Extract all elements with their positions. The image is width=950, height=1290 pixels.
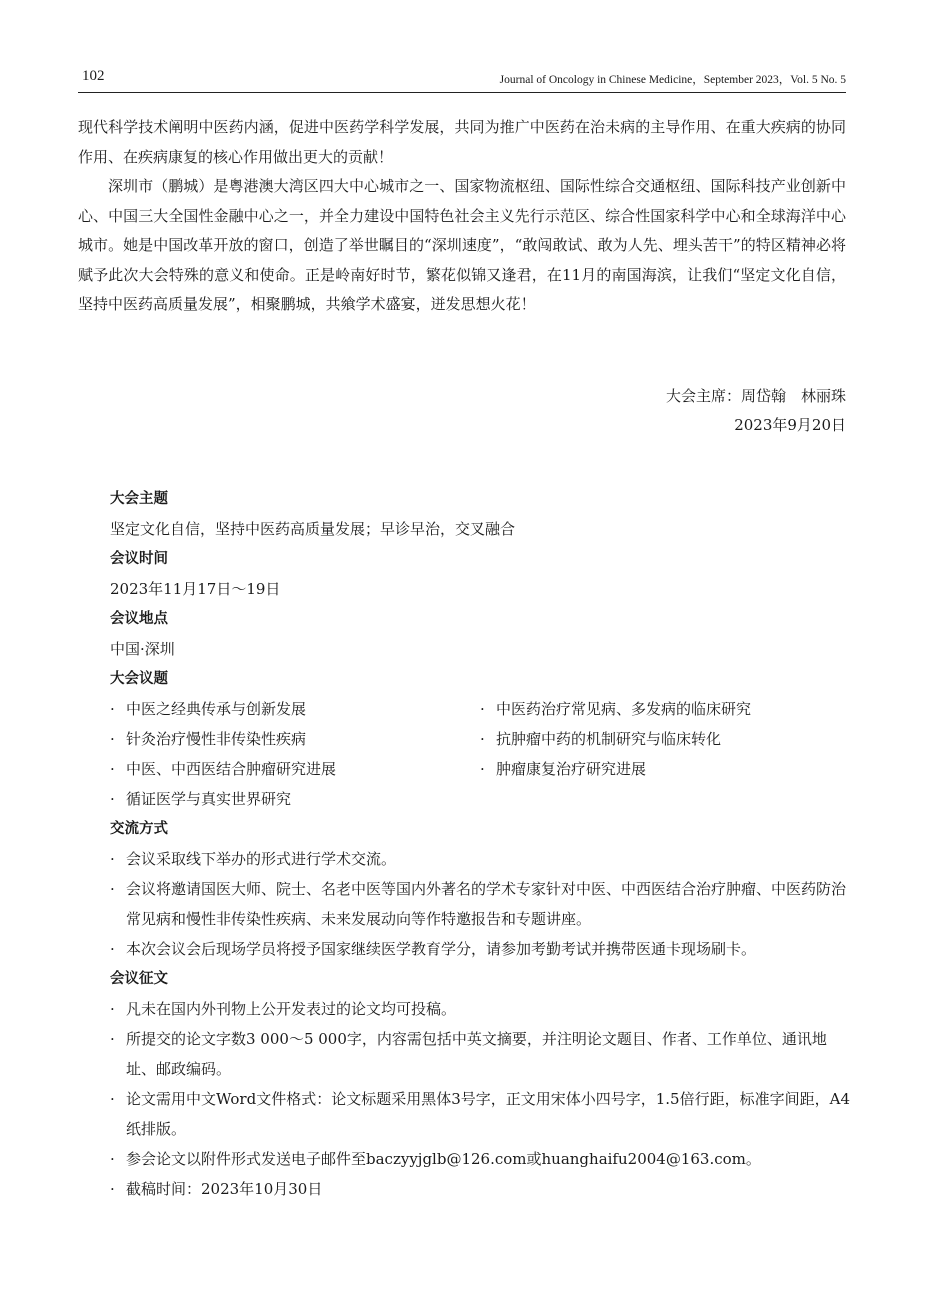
intro-paragraph-1: 现代科学技术阐明中医药内涵，促进中医药学科学发展，共同为推广中医药在治未病的主导作用、在重大疾病的协同作用、在疾病康复的核心作用做出更大的贡献！ [78, 118, 846, 166]
bullet-dot: · [110, 850, 115, 868]
topic-item: · 循证医学与真实世界研究 [110, 784, 480, 814]
bullet-dot: · [110, 940, 115, 958]
papers-item: · 参会论文以附件形式发送电子邮件至baczyyjglb@126.com或huanghaifu2004@163.com。 [110, 1144, 850, 1174]
time-text: 2023年11月17日～19日 [110, 580, 281, 598]
bullet-dot: · [110, 1030, 115, 1048]
bullet-dot: · [110, 1180, 115, 1198]
conference-info [110, 484, 850, 1204]
running-header [78, 66, 846, 93]
papers-item: · 截稿时间：2023年10月30日 [110, 1174, 850, 1204]
exchange-item: · 会议采取线下举办的形式进行学术交流。 [110, 844, 850, 874]
topic-item: · 肿瘤康复治疗研究进展 [480, 754, 850, 784]
journal-citation: Journal of Oncology in Chinese Medicine，September 2023，Vol. 5 No. 5 [499, 74, 846, 86]
topics-heading: 大会议题 [110, 671, 168, 687]
chairs-signature: 大会主席：周岱翰 林丽珠 [665, 387, 846, 405]
topic-item: · 针灸治疗慢性非传染性疾病 [110, 724, 480, 754]
bullet-dot: · [110, 700, 115, 718]
topic-item: · 中医之经典传承与创新发展 [110, 694, 480, 724]
bullet-dot: · [110, 760, 115, 778]
time-heading: 会议时间 [110, 551, 168, 567]
place-heading: 会议地点 [110, 611, 168, 627]
intro-paragraph-2: 深圳市（鹏城）是粤港澳大湾区四大中心城市之一、国家物流枢纽、国际性综合交通枢纽、国际科技产业创新中心、中国三大全国性金融中心之一，并全力建设中国特色社会主义先行示范区、综合性国家科学中心和全球海洋中心城市。她是中国改革开放的窗口，创造了举世瞩目的“深圳速度”，“敢闯敢试、敢为人先、埋头苦干”的特区精神必将赋予此次大会特殊的意义和使命。正是岭南好时节，繁花似锦又逢君，在11月的南国海滨，让我们“坚定文化自信，坚持中医药高质量发展”，相聚鹏城，共飨学术盛宴，迸发思想火花！ [78, 177, 846, 314]
bullet-dot: · [110, 730, 115, 748]
papers-item: · 论文需用中文Word文件格式：论文标题采用黑体3号字，正文用宋体小四号字，1.5倍行距，标准字间距，A4纸排版。 [110, 1084, 850, 1144]
page-number: 102 [82, 68, 105, 84]
signature-date: 2023年9月20日 [734, 416, 846, 434]
bullet-dot: · [110, 1000, 115, 1018]
papers-item: · 凡未在国内外刊物上公开发表过的论文均可投稿。 [110, 994, 850, 1024]
papers-item: · 所提交的论文字数3 000～5 000字，内容需包括中英文摘要，并注明论文题目、作者、工作单位、通讯地址、邮政编码。 [110, 1024, 850, 1084]
topic-item: · 抗肿瘤中药的机制研究与临床转化 [480, 724, 850, 754]
exchange-item: · 本次会议会后现场学员将授予国家继续医学教育学分，请参加考勤考试并携带医通卡现场刷卡。 [110, 934, 850, 964]
theme-heading: 大会主题 [110, 491, 168, 507]
bullet-dot: · [480, 700, 485, 718]
bullet-dot: · [110, 1150, 115, 1168]
papers-heading: 会议征文 [110, 971, 168, 987]
exchange-heading: 交流方式 [110, 821, 168, 837]
exchange-item: · 会议将邀请国医大师、院士、名老中医等国内外著名的学术专家针对中医、中西医结合治疗肿瘤、中医药防治常见病和慢性非传染性疾病、未来发展动向等作特邀报告和专题讲座。 [110, 874, 850, 934]
place-text: 中国·深圳 [110, 640, 175, 658]
topics-list [110, 694, 850, 814]
topic-item: · 中医、中西医结合肿瘤研究进展 [110, 754, 480, 784]
bullet-dot: · [480, 760, 485, 778]
bullet-dot: · [110, 790, 115, 808]
bullet-dot: · [110, 1090, 115, 1108]
bullet-dot: · [110, 880, 115, 898]
theme-text: 坚定文化自信，坚持中医药高质量发展；早诊早治，交叉融合 [110, 520, 516, 538]
bullet-dot: · [480, 730, 485, 748]
topic-item: · 中医药治疗常见病、多发病的临床研究 [480, 694, 850, 724]
